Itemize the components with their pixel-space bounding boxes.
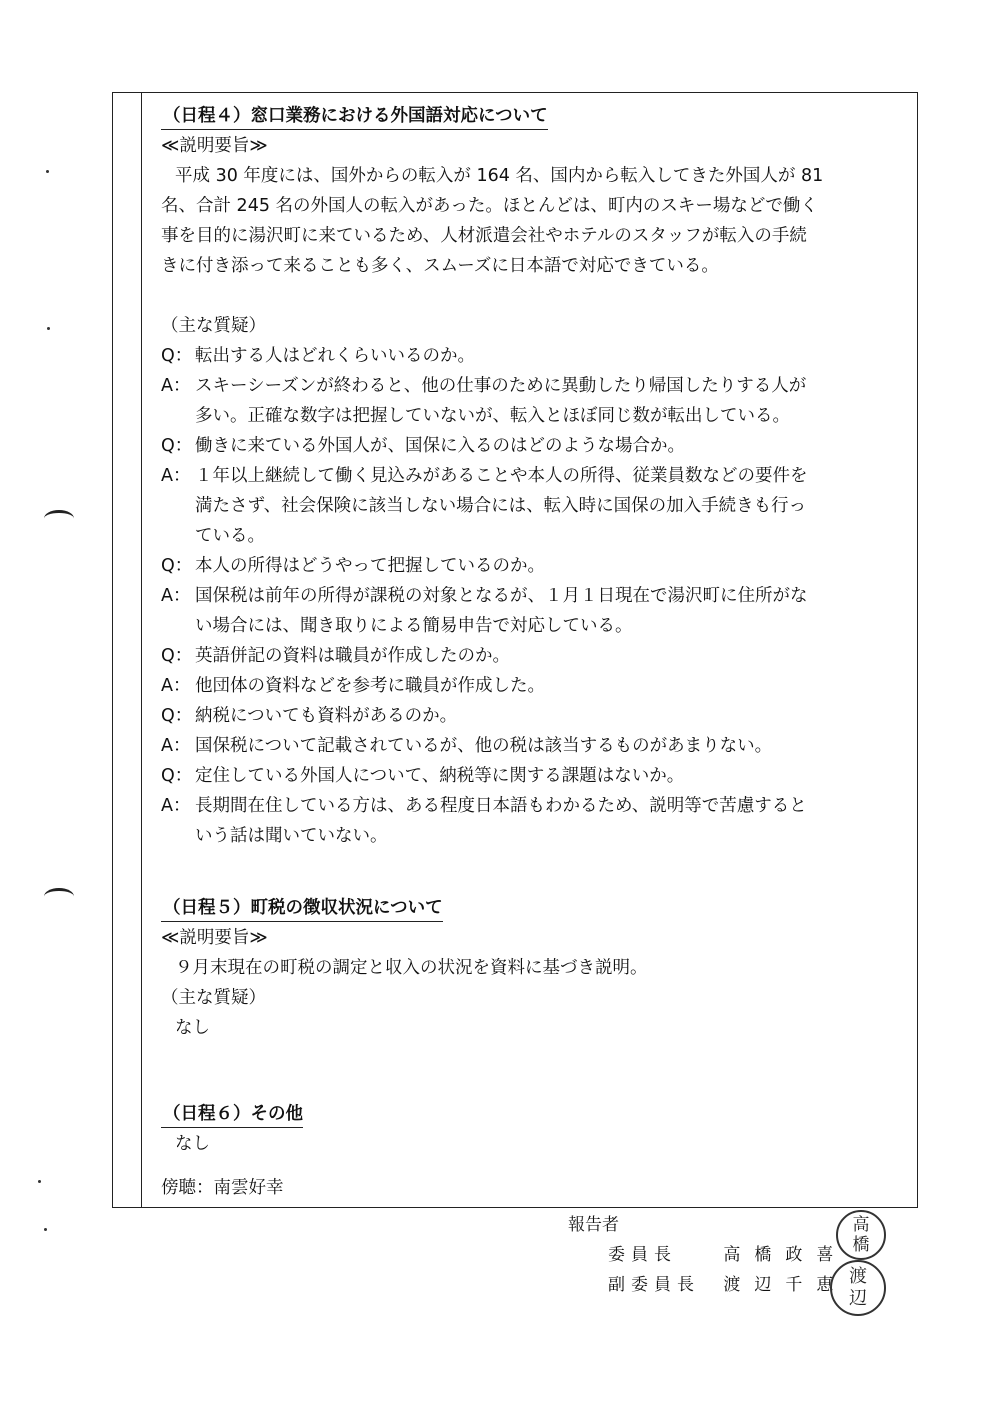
section-heading: （日程４）窓口業務における外国語対応について bbox=[161, 103, 548, 130]
qa-item bbox=[161, 641, 907, 671]
seal-char: 橋 bbox=[852, 1235, 870, 1255]
chair-name: 高橋政喜 bbox=[723, 1245, 848, 1265]
section-schedule-4 bbox=[161, 101, 907, 851]
qa-text: １年以上継続して働く見込みがあることや本人の所得、従業員数などの要件を bbox=[195, 466, 808, 486]
qa-item bbox=[161, 791, 907, 851]
seal-char: 高 bbox=[852, 1215, 870, 1235]
left-margin-rule bbox=[141, 93, 142, 1207]
qa-text: 国保税について記載されているが、他の税は該当するものがあまりない。 bbox=[195, 736, 773, 756]
summary-label: ≪説明要旨≫ bbox=[161, 136, 268, 156]
qa-text: 納税についても資料があるのか。 bbox=[195, 706, 458, 726]
qa-text: い場合には、聞き取りによる簡易申告で対応している。 bbox=[195, 616, 633, 636]
qa-item bbox=[161, 581, 907, 641]
qa-text: 多い。正確な数字は把握していないが、転入とほぼ同じ数が転出している。 bbox=[195, 406, 790, 426]
qa-item bbox=[161, 371, 907, 431]
section-heading: （日程６）その他 bbox=[161, 1101, 303, 1128]
qa-text: 転出する人はどれくらいいるのか。 bbox=[195, 346, 475, 366]
punch-hole-mark bbox=[44, 510, 74, 527]
qa-tag: Q： bbox=[161, 556, 193, 576]
qa-item bbox=[161, 431, 907, 461]
qa-text: 働きに来ている外国人が、国保に入るのはどのような場合か。 bbox=[195, 436, 685, 456]
audience-line: 傍聴：南雲好幸 bbox=[161, 1178, 284, 1198]
summary-label: ≪説明要旨≫ bbox=[161, 928, 268, 948]
qa-tag: A： bbox=[161, 676, 191, 696]
qa-item bbox=[161, 671, 907, 701]
qa-tag: Q： bbox=[161, 346, 193, 366]
qa-tag: Q： bbox=[161, 766, 193, 786]
section-heading: （日程５）町税の徴収状況について bbox=[161, 895, 443, 922]
qa-text: スキーシーズンが終わると、他の仕事のために異動したり帰国したりする人が bbox=[195, 376, 807, 396]
vice-chair-role: 副委員長 bbox=[608, 1275, 700, 1295]
speck bbox=[47, 327, 50, 330]
summary-line: 名、合計 245 名の外国人の転入があった。ほとんどは、町内のスキー場などで働く bbox=[161, 196, 818, 216]
seal-char: 渡 bbox=[849, 1266, 867, 1287]
qa-item bbox=[161, 551, 907, 581]
qa-text: 国保税は前年の所得が課税の対象となるが、１月１日現在で湯沢町に住所がな bbox=[195, 586, 808, 606]
speck bbox=[46, 170, 49, 173]
qa-text: 本人の所得はどうやって把握しているのか。 bbox=[195, 556, 545, 576]
qa-tag: A： bbox=[161, 796, 191, 816]
qa-label: （主な質疑） bbox=[161, 316, 266, 336]
qa-item bbox=[161, 461, 907, 551]
qa-text: 他団体の資料などを参考に職員が作成した。 bbox=[195, 676, 545, 696]
qa-item bbox=[161, 761, 907, 791]
summary-line: 平成 30 年度には、国外からの転入が 164 名、国内から転入してきた外国人が 81 bbox=[175, 166, 824, 186]
reporter-block bbox=[568, 1210, 847, 1300]
speck bbox=[38, 1180, 41, 1183]
seal-stamp-vice-chair bbox=[830, 1260, 886, 1316]
seal-char: 辺 bbox=[849, 1288, 867, 1309]
qa-text: 長期間在住している方は、ある程度日本語もわかるため、説明等で苦慮すると bbox=[195, 796, 807, 816]
qa-tag: Q： bbox=[161, 646, 193, 666]
report-body bbox=[161, 101, 907, 1207]
qa-text: 英語併記の資料は職員が作成したのか。 bbox=[195, 646, 510, 666]
punch-hole-mark bbox=[44, 888, 74, 905]
qa-tag: Q： bbox=[161, 436, 193, 456]
summary-line: きに付き添って来ることも多く、スムーズに日本語で対応できている。 bbox=[161, 256, 719, 276]
section-value: なし bbox=[175, 1134, 210, 1154]
qa-text: ている。 bbox=[195, 526, 265, 546]
chair-role: 委員長 bbox=[608, 1245, 677, 1265]
seal-stamp-chair bbox=[836, 1210, 886, 1260]
qa-none: なし bbox=[175, 1018, 210, 1038]
report-frame bbox=[112, 92, 918, 1208]
qa-item bbox=[161, 701, 907, 731]
qa-tag: Q： bbox=[161, 706, 193, 726]
summary-line: 事を目的に湯沢町に来ているため、人材派遣会社やホテルのスタッフが転入の手続 bbox=[161, 226, 807, 246]
section-schedule-6 bbox=[161, 1099, 907, 1159]
qa-item bbox=[161, 731, 907, 761]
qa-text: いう話は聞いていない。 bbox=[195, 826, 388, 846]
reporter-label: 報告者 bbox=[568, 1215, 619, 1235]
section-schedule-5 bbox=[161, 893, 907, 1043]
speck bbox=[44, 1228, 47, 1231]
vice-chair-name: 渡辺千恵 bbox=[723, 1275, 848, 1295]
summary-line: ９月末現在の町税の調定と収入の状況を資料に基づき説明。 bbox=[175, 958, 648, 978]
qa-tag: A： bbox=[161, 376, 191, 396]
qa-tag: A： bbox=[161, 736, 191, 756]
qa-tag: A： bbox=[161, 586, 191, 606]
qa-item bbox=[161, 341, 907, 371]
qa-label: （主な質疑） bbox=[161, 988, 266, 1008]
qa-text: 満たさず、社会保険に該当しない場合には、転入時に国保の加入手続きも行っ bbox=[195, 496, 807, 516]
qa-text: 定住している外国人について、納税等に関する課題はないか。 bbox=[195, 766, 685, 786]
qa-tag: A： bbox=[161, 466, 191, 486]
